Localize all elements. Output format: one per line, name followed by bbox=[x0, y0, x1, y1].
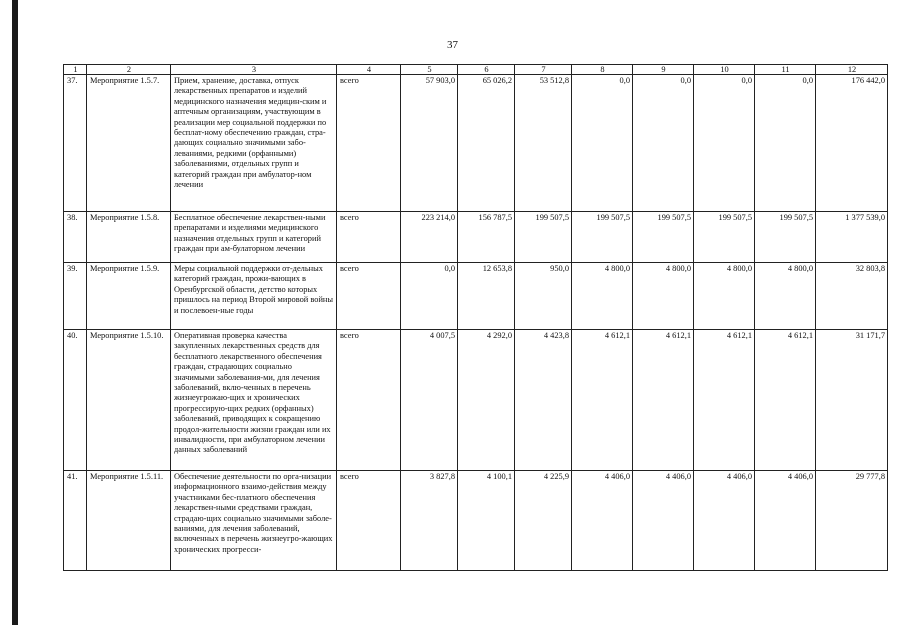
value-cell: 4 225,9 bbox=[515, 471, 572, 571]
value-cell: 4 406,0 bbox=[755, 471, 816, 571]
column-header: 2 bbox=[87, 65, 171, 75]
column-header: 1 bbox=[64, 65, 87, 75]
table-row bbox=[64, 263, 888, 330]
total-cell: 29 777,8 bbox=[816, 471, 888, 571]
column-header: 11 bbox=[755, 65, 816, 75]
value-cell: 199 507,5 bbox=[694, 212, 755, 263]
value-cell: 4 612,1 bbox=[633, 330, 694, 471]
row-number: 38. bbox=[64, 212, 87, 263]
value-cell: 950,0 bbox=[515, 263, 572, 330]
program-table bbox=[63, 64, 888, 571]
value-cell: 53 512,8 bbox=[515, 75, 572, 212]
value-cell: 199 507,5 bbox=[572, 212, 633, 263]
measure-description: Оперативная проверка качества закупленных лекарственных средств для бесплатного лекарственного обеспечения граждан, страдающих социально значимыми заболевания-ми, для лечения заболеваний, вклю-ченных в перечень жизнеугрожаю-щих и хронических прогрессирую-щих редких (орфанных) заболеваний, приводящих к сокращению продол-жительности жизни граждан или их инвалидности, при амбулаторном лечении данных заболеваний bbox=[171, 330, 337, 471]
value-cell: 0,0 bbox=[401, 263, 458, 330]
value-cell: 0,0 bbox=[572, 75, 633, 212]
funding-type: всего bbox=[337, 263, 401, 330]
value-cell: 4 612,1 bbox=[572, 330, 633, 471]
value-cell: 156 787,5 bbox=[458, 212, 515, 263]
value-cell: 12 653,8 bbox=[458, 263, 515, 330]
column-header: 6 bbox=[458, 65, 515, 75]
table-row bbox=[64, 212, 888, 263]
funding-type: всего bbox=[337, 471, 401, 571]
measure-name: Мероприятие 1.5.11. bbox=[87, 471, 171, 571]
page-number: 37 bbox=[447, 39, 458, 51]
measure-name: Мероприятие 1.5.9. bbox=[87, 263, 171, 330]
header-row bbox=[64, 65, 888, 75]
measure-name: Мероприятие 1.5.7. bbox=[87, 75, 171, 212]
measure-description: Прием, хранение, доставка, отпуск лекарственных препаратов и изделий медицинского назначения медицин-ским и аптечным организациям, участвующим в реализации мер социальной поддержки по бесплат-ному обеспечению граждан, стра-дающих социально значимыми забо-леваниями, редкими (орфанными) заболеваниями, отдельных групп и категорий граждан при амбулатор-ном лечении bbox=[171, 75, 337, 212]
value-cell: 4 612,1 bbox=[755, 330, 816, 471]
value-cell: 4 800,0 bbox=[633, 263, 694, 330]
value-cell: 199 507,5 bbox=[515, 212, 572, 263]
column-header: 3 bbox=[171, 65, 337, 75]
column-header: 4 bbox=[337, 65, 401, 75]
column-header: 9 bbox=[633, 65, 694, 75]
table-row bbox=[64, 471, 888, 571]
total-cell: 32 803,8 bbox=[816, 263, 888, 330]
column-header: 8 bbox=[572, 65, 633, 75]
table-row bbox=[64, 330, 888, 471]
measure-name: Мероприятие 1.5.8. bbox=[87, 212, 171, 263]
value-cell: 4 423,8 bbox=[515, 330, 572, 471]
funding-type: всего bbox=[337, 75, 401, 212]
funding-type: всего bbox=[337, 212, 401, 263]
value-cell: 199 507,5 bbox=[755, 212, 816, 263]
measure-description: Обеспечение деятельности по орга-низации информационного взаимо-действия между участниками бес-платного обеспечения лекарствен-ными средствами граждан, страдаю-щих социально значимыми заболе-ваниями, для лечения заболеваний, включенных в перечень жизнеугро-жающих хронических прогресси- bbox=[171, 471, 337, 571]
column-header: 10 bbox=[694, 65, 755, 75]
value-cell: 4 406,0 bbox=[694, 471, 755, 571]
value-cell: 3 827,8 bbox=[401, 471, 458, 571]
row-number: 41. bbox=[64, 471, 87, 571]
scan-edge-bar bbox=[12, 0, 18, 625]
funding-type: всего bbox=[337, 330, 401, 471]
value-cell: 4 100,1 bbox=[458, 471, 515, 571]
value-cell: 4 800,0 bbox=[755, 263, 816, 330]
value-cell: 65 026,2 bbox=[458, 75, 515, 212]
measure-description: Меры социальной поддержки от-дельных категорий граждан, прожи-вающих в Оренбургской области, детство которых пришлось на период Второй мировой войны и послевоен-ные годы bbox=[171, 263, 337, 330]
value-cell: 199 507,5 bbox=[633, 212, 694, 263]
total-cell: 31 171,7 bbox=[816, 330, 888, 471]
total-cell: 1 377 539,0 bbox=[816, 212, 888, 263]
value-cell: 4 800,0 bbox=[572, 263, 633, 330]
row-number: 37. bbox=[64, 75, 87, 212]
value-cell: 4 406,0 bbox=[633, 471, 694, 571]
row-number: 40. bbox=[64, 330, 87, 471]
row-number: 39. bbox=[64, 263, 87, 330]
measure-description: Бесплатное обеспечение лекарствен-ными препаратами и изделиями медицинского назначения отдельных групп и категорий граждан при ам-булаторном лечении bbox=[171, 212, 337, 263]
column-header: 12 bbox=[816, 65, 888, 75]
column-header: 5 bbox=[401, 65, 458, 75]
table-row bbox=[64, 75, 888, 212]
value-cell: 4 007,5 bbox=[401, 330, 458, 471]
total-cell: 176 442,0 bbox=[816, 75, 888, 212]
value-cell: 4 406,0 bbox=[572, 471, 633, 571]
value-cell: 0,0 bbox=[694, 75, 755, 212]
value-cell: 223 214,0 bbox=[401, 212, 458, 263]
value-cell: 4 800,0 bbox=[694, 263, 755, 330]
measure-name: Мероприятие 1.5.10. bbox=[87, 330, 171, 471]
value-cell: 0,0 bbox=[755, 75, 816, 212]
value-cell: 4 612,1 bbox=[694, 330, 755, 471]
value-cell: 4 292,0 bbox=[458, 330, 515, 471]
value-cell: 57 903,0 bbox=[401, 75, 458, 212]
column-header: 7 bbox=[515, 65, 572, 75]
value-cell: 0,0 bbox=[633, 75, 694, 212]
